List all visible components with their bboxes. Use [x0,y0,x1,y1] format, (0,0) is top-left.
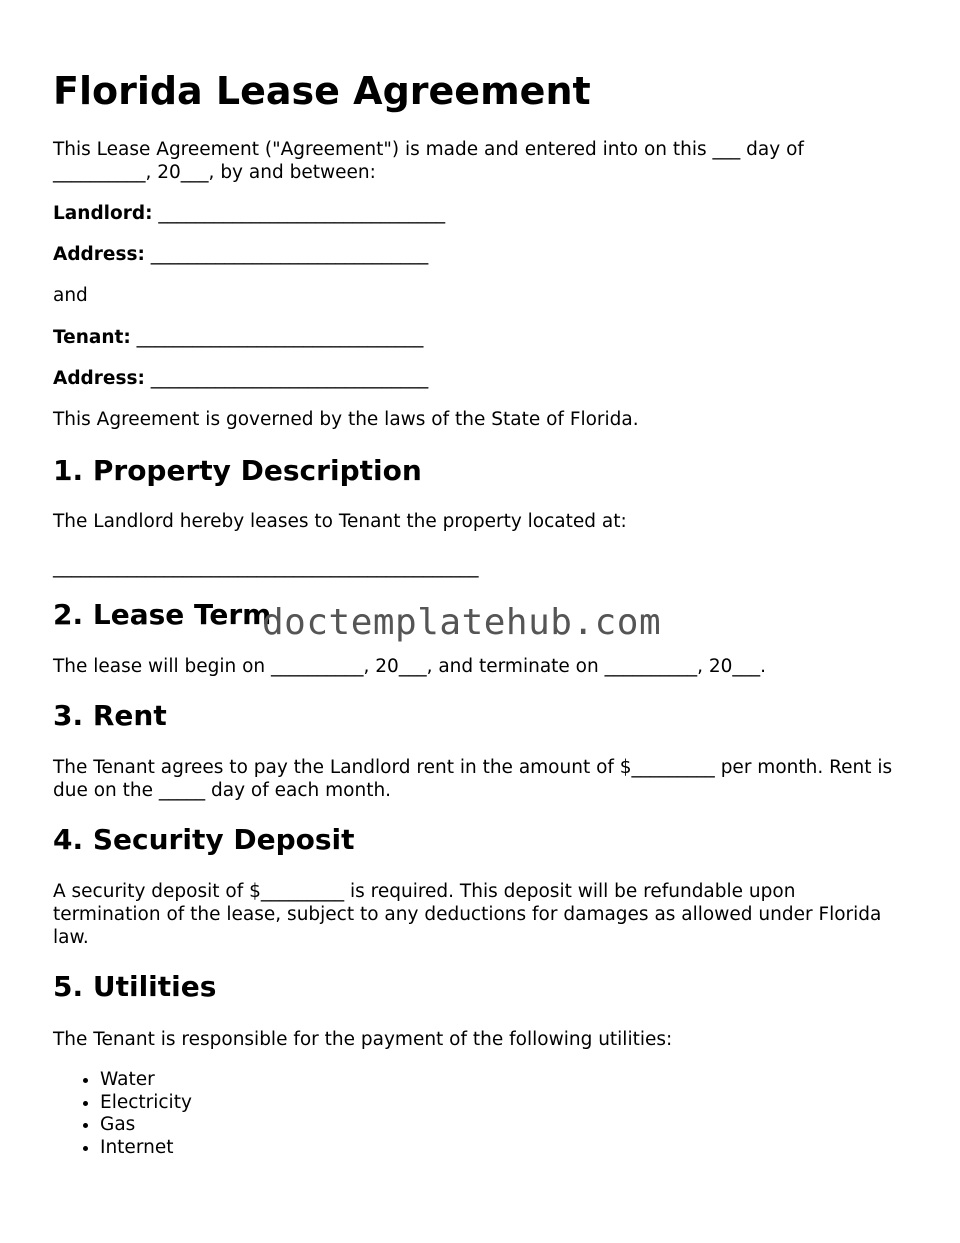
and-text: and [53,285,88,306]
tenant-blank: _______________________________ [130,327,424,348]
intro-paragraph [53,138,804,184]
utilities-list [53,1069,192,1159]
deposit-text-line-2: termination of the lease, subject to any deductions for damages as allowed under Florida [53,904,882,925]
intro-line-1: This Lease Agreement ("Agreement") is made and entered into on this ___ day of [53,139,804,160]
section-heading-deposit: 4. Security Deposit [53,823,355,856]
deposit-text-line-3: law. [53,927,89,948]
deposit-text-line-1: A security deposit of $_________ is required. This deposit will be refundable upon [53,881,796,902]
rent-text [53,756,892,802]
section-heading-rent: 3. Rent [53,699,167,732]
term-text: The lease will begin on __________, 20___, and terminate on __________, 20___. [53,656,767,677]
list-item-water: • Water [100,1069,192,1092]
list-item-internet: • Internet [100,1137,192,1160]
landlord-address-blank: ______________________________ [144,244,429,265]
section-heading-term: 2. Lease Term [53,598,272,631]
tenant-address-blank: ______________________________ [144,368,429,389]
landlord-blank: _______________________________ [152,203,446,224]
tenant-label: Tenant: [53,327,131,348]
section-heading-property: 1. Property Description [53,454,422,487]
governing-law-text: This Agreement is governed by the laws of the State of Florida. [53,409,639,430]
utilities-text: The Tenant is responsible for the payment of the following utilities: [53,1029,673,1050]
property-text: The Landlord hereby leases to Tenant the property located at: [53,511,627,532]
watermark-text: doctemplatehub.com [262,602,662,643]
list-item-electricity: • Electricity [100,1092,192,1115]
tenant-field [53,326,423,349]
landlord-address-label: Address: [53,244,145,265]
section-heading-utilities: 5. Utilities [53,970,217,1003]
rent-text-line-1: The Tenant agrees to pay the Landlord rent in the amount of $_________ per month. Rent is [53,757,893,778]
tenant-address-label: Address: [53,368,145,389]
tenant-address-field [53,367,428,390]
landlord-field [53,202,445,225]
property-address-blank: ______________________________________________ [53,557,479,578]
intro-line-2: __________, 20___, by and between: [53,162,376,183]
landlord-address-field [53,243,428,266]
document-title: Florida Lease Agreement [53,69,591,113]
list-item-gas: • Gas [100,1114,192,1137]
landlord-label: Landlord: [53,203,153,224]
rent-text-line-2: due on the _____ day of each month. [53,780,392,801]
deposit-text [53,880,881,949]
